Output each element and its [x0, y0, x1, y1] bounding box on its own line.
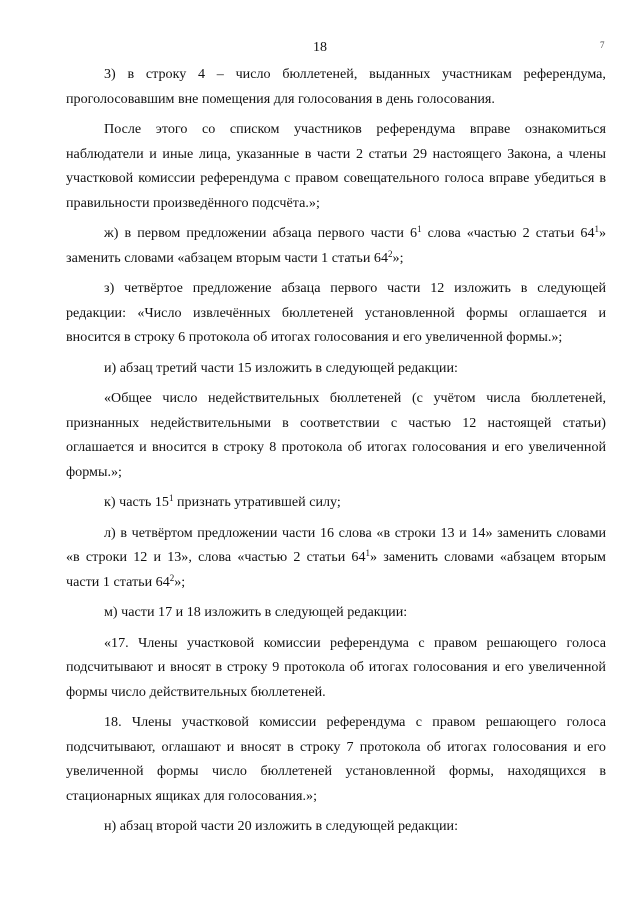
paragraph: «Общее число недействительных бюллетеней (с учётом числа бюллетеней, признанных недействительными в соответствии с частью 12 настоящей статьи) оглашается и вносится в строку 8 протокола об итогах голосования и его увеличенной формы.»; — [66, 390, 607, 480]
paragraph: м) части 17 и 18 изложить в следующей редакции: — [104, 604, 408, 620]
paragraph: и) абзац третий части 15 изложить в следующей редакции: — [104, 359, 458, 376]
paragraph: 18. Члены участковой комиссии референдума с правом решающего голоса подсчитывают, оглашают и вносят в строку 7 протокола об итогах голосования и его увеличенной формы число бюллетеней установленной формы, находящихся в стационарных ящиках для голосования.»; — [66, 714, 607, 804]
paragraph: После этого со списком участников референдума вправе ознакомиться наблюдатели и иные лица, указанные в части 2 статьи 29 настоящего Закона, а члены участковой комиссии референдума с правом совещательного голоса вправе убедиться в правильности произведённого подсчёта.»; — [66, 121, 607, 211]
paragraph: «17. Члены участковой комиссии референдума с правом решающего голоса подсчитывают и вносят в строку 9 протокола об итогах голосования и его увеличенной формы число действительных бюллетеней. — [66, 634, 606, 700]
paragraph: ж) в первом предложении абзаца первого части $6^1$ слова «частью 2 статьи $64^1$» заменить словами «абзацем вторым части 1 статьи $64^2$»; — [66, 224, 607, 266]
paragraph: з) четвёртое предложение абзаца первого части 12 изложить в следующей редакции: «Число извлечённых бюллетеней установленной формы оглашается и вносится в строку 6 протокола об итогах голосования и его увеличенной формы.»; — [66, 280, 607, 345]
paragraph: к) часть $15^1$ признать утратившей силу; — [104, 493, 341, 510]
page-number: 18 — [313, 40, 327, 55]
document-body — [66, 62, 606, 839]
corner-mark: 7 — [600, 40, 605, 50]
paragraph: л) в четвёртом предложении части 16 слова «в строки 13 и 14» заменить словами «в строки 12 и 13», слова «частью 2 статьи $64^1$» заменить словами «абзацем вторым части 1 статьи $64^2$»; — [66, 524, 607, 590]
paragraph: н) абзац второй части 20 изложить в следующей редакции: — [104, 818, 458, 834]
paragraph: 3) в строку 4 – число бюллетеней, выданных участникам референдума, проголосовавшим вне помещения для голосования в день голосования. — [66, 66, 606, 107]
